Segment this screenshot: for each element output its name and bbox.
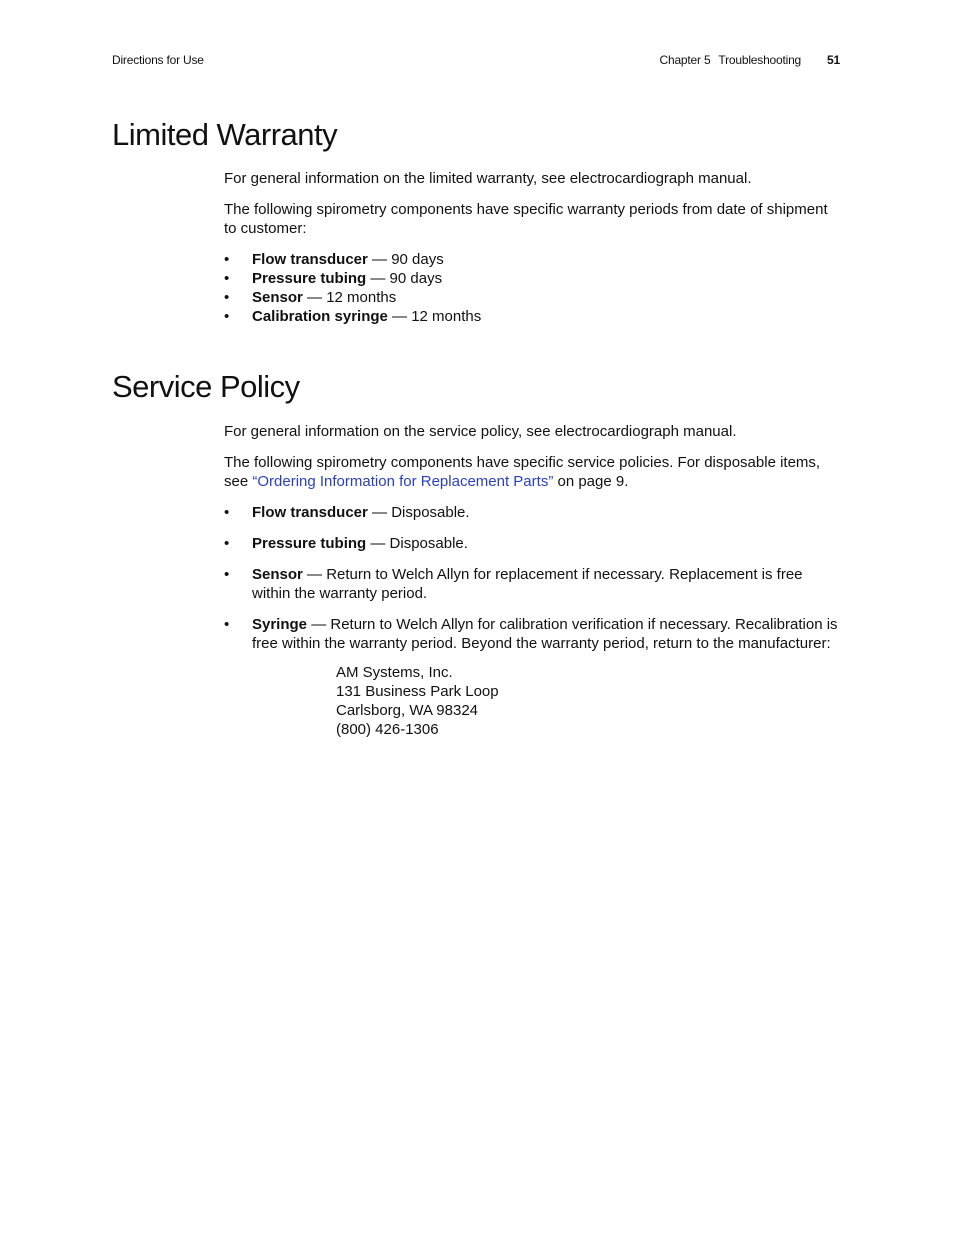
warranty-intro: For general information on the limited warranty, see electrocardiograph manual.	[224, 170, 752, 187]
list-item	[224, 503, 844, 522]
service-components-intro	[224, 453, 844, 491]
section-label: Troubleshooting	[718, 53, 802, 67]
item-detail: — Return to Welch Allyn for calibration verification if necessary. Recalibration is free within the warranty period. Beyond the warranty period, return to the manufacturer:	[252, 616, 838, 652]
item-term: Flow transducer	[252, 504, 368, 521]
limited-warranty-body	[224, 169, 844, 326]
item-detail: — 90 days	[366, 270, 443, 287]
item-detail: — 12 months	[302, 289, 397, 306]
warranty-components-intro: The following spirometry components have specific warranty periods from date of shipment to customer:	[224, 201, 828, 237]
list-item	[224, 615, 844, 739]
item-term: Pressure tubing	[252, 535, 367, 552]
item-term: Syringe	[252, 616, 308, 633]
ordering-info-link[interactable]: “Ordering Information for Replacement Parts”	[252, 473, 554, 490]
warranty-list	[224, 250, 844, 326]
service-intro: For general information on the service policy, see electrocardiograph manual.	[224, 423, 737, 440]
item-detail: — Disposable.	[367, 504, 470, 521]
item-detail: — Return to Welch Allyn for replacement if necessary. Replacement is free within the warranty period.	[252, 566, 803, 602]
address-phone: (800) 426-1306	[336, 721, 439, 738]
service-components-page-ref: on page 9.	[553, 473, 629, 490]
running-header-chapter	[660, 53, 840, 67]
bullet-icon: •	[224, 566, 230, 583]
bullet-icon: •	[224, 504, 230, 521]
item-term: Calibration syringe	[252, 308, 388, 325]
running-header-title: Directions for Use	[112, 53, 204, 67]
bullet-icon: •	[224, 535, 230, 552]
list-item	[224, 269, 844, 288]
item-term: Pressure tubing	[252, 270, 367, 287]
chapter-label: Chapter 5	[659, 53, 711, 67]
list-item	[224, 250, 844, 269]
bullet-icon: •	[224, 270, 230, 287]
manufacturer-address	[336, 663, 844, 739]
service-components-text: The following spirometry components have specific service policies. For disposable items, see	[224, 454, 821, 490]
item-detail: — 12 months	[387, 308, 482, 325]
item-term: Sensor	[252, 566, 303, 583]
item-term: Sensor	[252, 289, 303, 306]
item-detail: — 90 days	[367, 251, 444, 268]
bullet-icon: •	[224, 308, 230, 325]
list-item	[224, 307, 844, 326]
address-street: 131 Business Park Loop	[336, 683, 499, 700]
address-city: Carlsborg, WA 98324	[336, 702, 479, 719]
address-company: AM Systems, Inc.	[336, 664, 453, 681]
bullet-icon: •	[224, 616, 230, 633]
item-term: Flow transducer	[252, 251, 368, 268]
bullet-icon: •	[224, 289, 230, 306]
service-policy-heading: Service Policy	[112, 369, 300, 404]
list-item	[224, 565, 844, 603]
service-policy-body	[224, 422, 844, 751]
bullet-icon: •	[224, 251, 230, 268]
list-item	[224, 288, 844, 307]
item-detail: — Disposable.	[366, 535, 468, 552]
limited-warranty-heading: Limited Warranty	[112, 117, 338, 152]
page-number: 51	[827, 53, 840, 67]
service-list	[224, 503, 844, 739]
list-item	[224, 534, 844, 553]
